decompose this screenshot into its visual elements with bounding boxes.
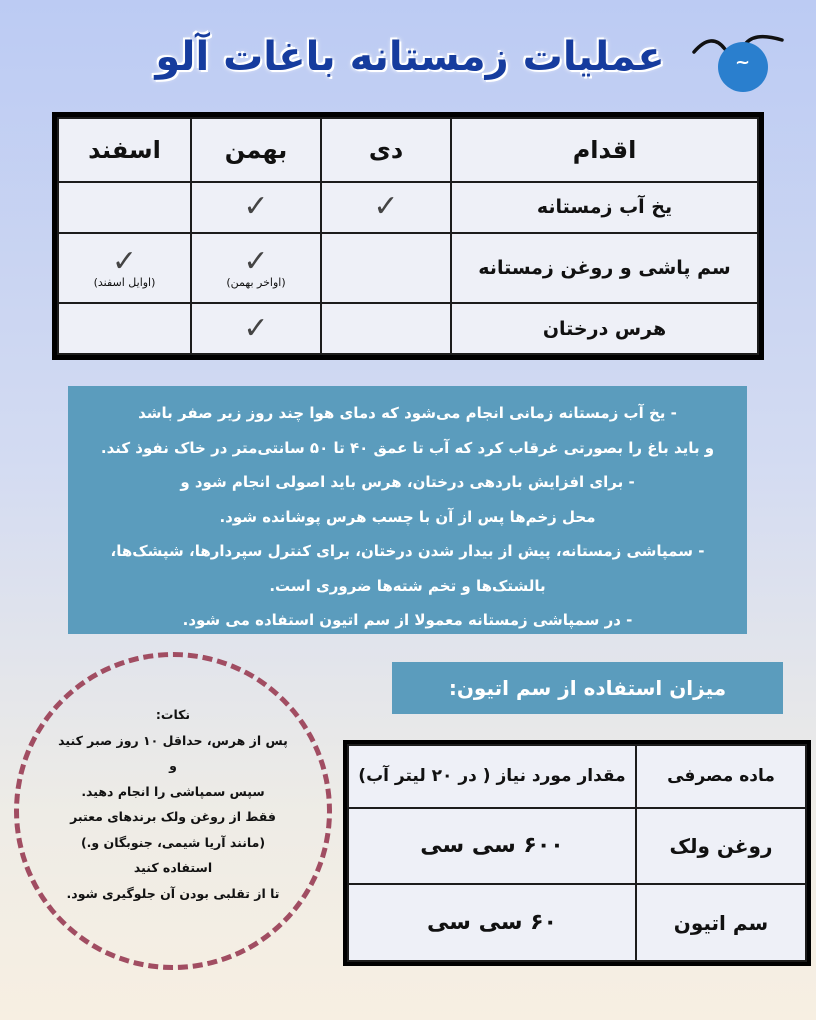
schedule-cell-esfand <box>58 233 191 303</box>
schedule-table <box>52 112 764 360</box>
schedule-row-pruning <box>58 303 758 354</box>
notes-line: (مانند آریا شیمی، جنوبگان و.) <box>80 834 266 850</box>
schedule-cell-bahman <box>191 233 321 303</box>
check-icon: ✓ <box>373 189 399 225</box>
usage-amount: ۶۰ سی سی <box>348 884 636 961</box>
notes-line: استفاده کنید <box>133 860 213 875</box>
check-icon: ✓ <box>111 243 138 279</box>
schedule-cell-note: (اوایل اسفند) <box>93 275 156 289</box>
schedule-header-bahman: بهمن <box>191 118 321 182</box>
check-icon: ✓ <box>243 189 269 225</box>
schedule-row-ice-water <box>58 182 758 233</box>
usage-header-row <box>348 745 806 808</box>
usage-row-ethion <box>348 884 806 961</box>
schedule-header-action: اقدام <box>451 118 758 182</box>
schedule-cell-esfand <box>58 303 191 354</box>
usage-material: روغن ولک <box>636 808 806 885</box>
info-line: - یخ آب زمستانه زمانی انجام می‌شود که دمای هوا چند روز زیر صفر باشد <box>138 404 677 422</box>
schedule-row-spraying <box>58 233 758 303</box>
info-line: بالشتک‌ها و تخم شته‌ها ضروری است. <box>269 576 546 595</box>
notes-line: پس از هرس، حداقل ۱۰ روز صبر کنید <box>58 732 288 748</box>
info-line: و باید باغ را بصورتی غرقاب کرد که آب تا عمق ۴۰ تا ۵۰ سانتی‌متر در خاک نفوذ کند. <box>100 438 715 457</box>
schedule-row-label: سم پاشی و روغن زمستانه <box>451 233 758 303</box>
schedule-header-esfand: اسفند <box>58 118 191 182</box>
usage-heading: میزان استفاده از سم اتیون: <box>392 662 783 714</box>
usage-table <box>343 740 811 966</box>
usage-header-material: ماده مصرفی <box>636 745 806 808</box>
notes-heading: نکات: <box>155 707 191 722</box>
notes-line: تا از تقلبی بودن آن جلوگیری شود. <box>66 885 280 901</box>
brand-logo-circle <box>718 42 768 92</box>
check-icon: ✓ <box>243 310 269 346</box>
schedule-cell-bahman <box>191 182 321 233</box>
schedule-cell-note: (اواخر بهمن) <box>226 275 286 289</box>
schedule-cell-bahman <box>191 303 321 354</box>
usage-amount: ۶۰۰ سی سی <box>348 808 636 885</box>
notes-box <box>34 702 312 906</box>
schedule-cell-dey <box>321 233 451 303</box>
usage-row-oil <box>348 808 806 885</box>
page-title: عملیات زمستانه باغات آلو <box>155 34 665 80</box>
schedule-cell-dey <box>321 303 451 354</box>
schedule-row-label: هرس درختان <box>451 303 758 354</box>
schedule-cell-dey <box>321 182 451 233</box>
notes-line: فقط از روغن ولک برندهای معتبر <box>70 809 276 824</box>
info-line: - در سمپاشی زمستانه معمولا از سم اتیون استفاده می شود. <box>182 611 633 629</box>
notes-line: و <box>169 758 177 773</box>
usage-material: سم اتیون <box>636 884 806 961</box>
check-icon: ✓ <box>243 243 269 279</box>
brand-logo <box>690 30 786 90</box>
notes-line: سپس سمپاشی را انجام دهید. <box>81 783 265 799</box>
schedule-row-label: یخ آب زمستانه <box>451 182 758 233</box>
schedule-header-row <box>58 118 758 182</box>
info-line: - سمپاشی زمستانه، پیش از بیدار شدن درختان، برای کنترل سپردارها، شپشک‌ها، <box>110 542 705 560</box>
info-box <box>68 386 747 634</box>
schedule-cell-esfand <box>58 182 191 233</box>
schedule-header-dey: دی <box>321 118 451 182</box>
info-line: - برای افزایش باردهی درختان، هرس باید اصولی انجام شود و <box>180 473 635 491</box>
usage-header-amount: مقدار مورد نیاز ( در ۲۰ لیتر آب) <box>348 745 636 808</box>
info-line: محل زخم‌ها پس از آن با چسب هرس پوشانده شود. <box>219 507 596 526</box>
brand-logo-text: ~ <box>735 52 751 73</box>
